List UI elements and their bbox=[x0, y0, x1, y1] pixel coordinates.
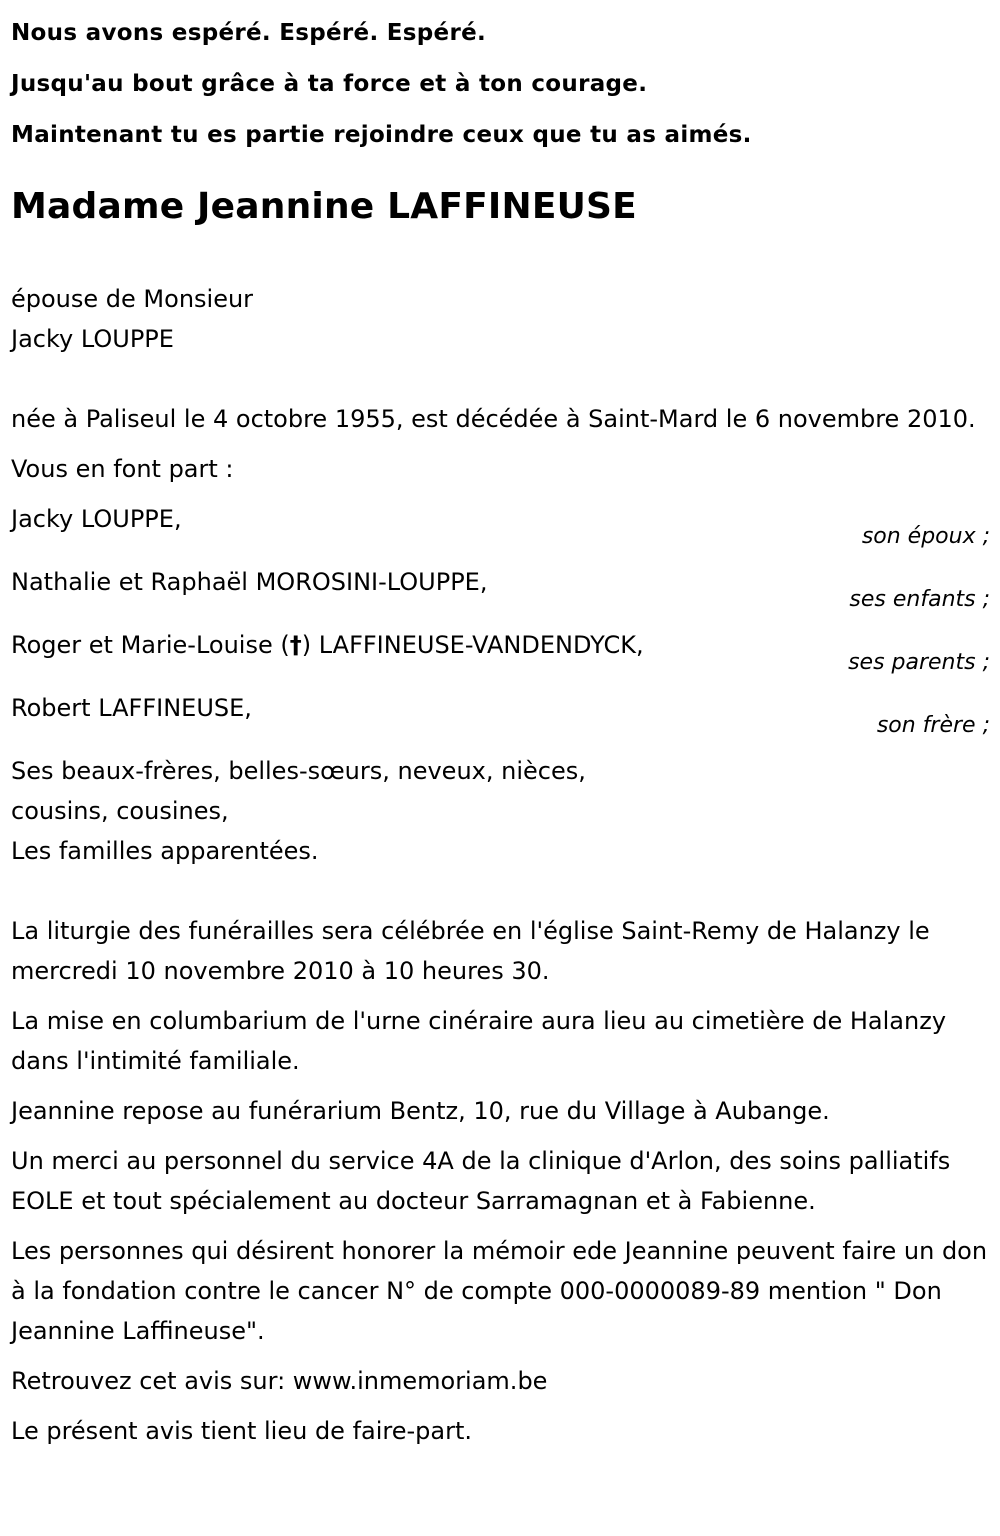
family-entry bbox=[11, 562, 990, 625]
donation-text: Les personnes qui désirent honorer la mémoir ede Jeannine peuvent faire un don à la fondation contre le cancer N° de compte 000-0000089-89 mention " Don Jeannine Laffineuse". bbox=[11, 1237, 988, 1345]
extended-family bbox=[11, 751, 990, 871]
spouse-info bbox=[11, 279, 990, 359]
verse-line: Nous avons espéré. Espéré. Espéré. bbox=[11, 20, 487, 46]
extended-family-line: cousins, cousines, bbox=[11, 797, 229, 825]
family-member-name-part: ) LAFFINEUSE-VANDENDYCK, bbox=[301, 631, 644, 659]
birth-death-text: née à Paliseul le 4 octobre 1955, est décédée à Saint-Mard le 6 novembre 2010. bbox=[11, 405, 976, 433]
family-entry bbox=[11, 688, 990, 751]
funerarium-info: Jeannine repose au funérarium Bentz, 10, rue du Village à Aubange. bbox=[11, 1097, 830, 1125]
opening-verse bbox=[11, 0, 990, 161]
notice-text: Le présent avis tient lieu de faire-part. bbox=[11, 1417, 473, 1445]
spouse-intro: épouse de Monsieur bbox=[11, 285, 254, 313]
verse-line: Jusqu'au bout grâce à ta force et à ton courage. bbox=[11, 71, 648, 97]
website-text: Retrouvez cet avis sur: www.inmemoriam.be bbox=[11, 1367, 548, 1395]
family-entry bbox=[11, 499, 990, 562]
dagger-icon: † bbox=[289, 631, 302, 659]
family-member-name: Robert LAFFINEUSE, bbox=[11, 694, 252, 722]
announcement-intro-block bbox=[11, 449, 990, 489]
family-list bbox=[11, 499, 990, 751]
family-member-name: Jacky LOUPPE, bbox=[11, 505, 182, 533]
family-member-name: Nathalie et Raphaël MOROSINI-LOUPPE, bbox=[11, 568, 488, 596]
announcement-intro: Vous en font part : bbox=[11, 455, 234, 483]
family-member-name bbox=[11, 625, 990, 665]
family-entry bbox=[11, 625, 990, 688]
spouse-name: Jacky LOUPPE bbox=[11, 325, 174, 353]
family-relation: son époux ; bbox=[861, 524, 990, 549]
birth-death-info bbox=[11, 399, 990, 439]
deceased-name: Madame Jeannine LAFFINEUSE bbox=[11, 186, 637, 227]
extended-family-line: Les familles apparentées. bbox=[11, 837, 319, 865]
family-relation: ses enfants ; bbox=[849, 587, 990, 612]
family-member-name-part: Roger et Marie-Louise ( bbox=[11, 631, 290, 659]
funeral-liturgy: La liturgie des funérailles sera célébrée en l'église Saint-Remy de Halanzy le mercredi 10 novembre 2010 à 10 heures 30. bbox=[11, 917, 930, 985]
thanks-text: Un merci au personnel du service 4A de la clinique d'Arlon, des soins palliatifs EOLE et tout spécialement au docteur Sarramagnan et à Fabienne. bbox=[11, 1147, 951, 1215]
extended-family-line: Ses beaux-frères, belles-sœurs, neveux, nièces, bbox=[11, 757, 586, 785]
columbarium-info: La mise en columbarium de l'urne cinéraire aura lieu au cimetière de Halanzy dans l'intimité familiale. bbox=[11, 1007, 947, 1075]
funeral-details bbox=[11, 911, 990, 1451]
family-relation: ses parents ; bbox=[848, 650, 990, 675]
family-relation: son frère ; bbox=[876, 713, 990, 738]
verse-line: Maintenant tu es partie rejoindre ceux que tu as aimés. bbox=[11, 122, 752, 148]
